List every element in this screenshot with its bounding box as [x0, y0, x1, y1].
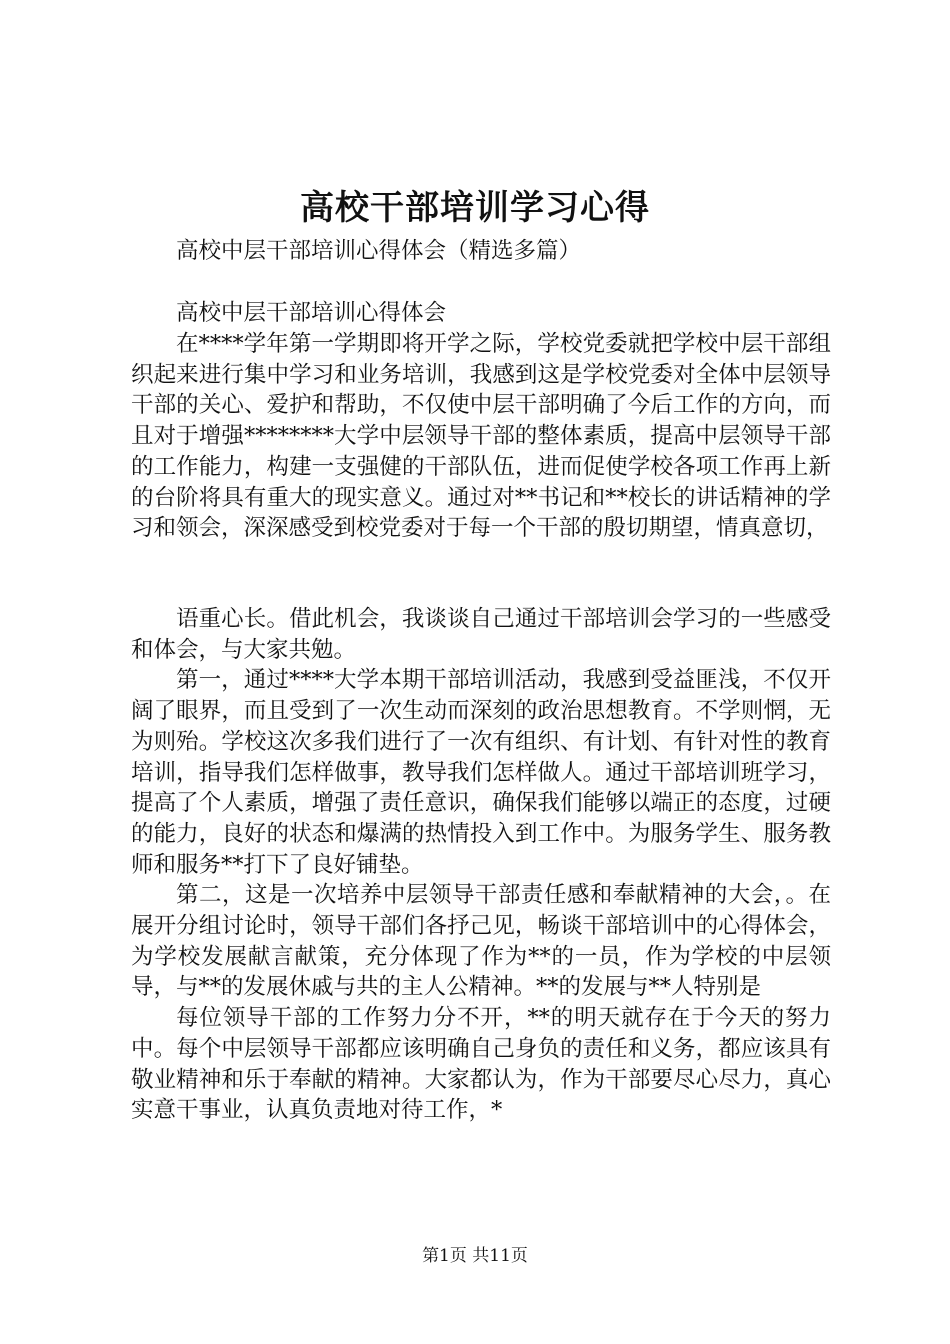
paragraph: 第二，这是一次培养中层领导干部责任感和奉献精神的大会，。在展开分组讨论时，领导干部们各抒己见，畅谈干部培训中的心得体会，为学校发展献言献策，充分体现了作为**的一员，作为学校的中层领导，与**的发展休戚与共的主人公精神。**的发展与**人特别是	[131, 882, 831, 1001]
document-title: 高校干部培训学习心得	[300, 188, 650, 228]
page-number-footer: 第1页 共11页	[422, 1246, 528, 1266]
body-block-2	[131, 604, 831, 1126]
body-block-1	[131, 329, 831, 544]
document-subtitle: 高校中层干部培训心得体会（精选多篇）	[176, 238, 582, 264]
paragraph: 在****学年第一学期即将开学之际，学校党委就把学校中层干部组织起来进行集中学习和业务培训，我感到这是学校党委对全体中层领导干部的关心、爱护和帮助，不仅使中层干部明确了今后工作的方向，而且对于增强********大学中层领导干部的整体素质，提高中层领导干部的工作能力，构建一支强健的干部队伍，进而促使学校各项工作再上新的台阶将具有重大的现实意义。通过对**书记和**校长的讲话精神的学习和领会，深深感受到校党委对于每一个干部的殷切期望，情真意切，	[131, 331, 831, 542]
paragraph: 语重心长。借此机会，我谈谈自己通过干部培训会学习的一些感受和体会，与大家共勉。	[131, 606, 831, 663]
paragraph: 每位领导干部的工作努力分不开，**的明天就存在于今天的努力中。每个中层领导干部都应该明确自己身负的责任和义务，都应该具有敬业精神和乐于奉献的精神。大家都认为，作为干部要尽心尽力，真心实意干事业，认真负责地对待工作，*	[131, 1005, 831, 1124]
paragraph: 第一，通过****大学本期干部培训活动，我感到受益匪浅，不仅开阔了眼界，而且受到了一次生动而深刻的政治思想教育。不学则惘，无为则殆。学校这次多我们进行了一次有组织、有计划、有针对性的教育培训，指导我们怎样做事，教导我们怎样做人。通过干部培训班学习，提高了个人素质，增强了责任意识，确保我们能够以端正的态度，过硬的能力，良好的状态和爆满的热情投入到工作中。为服务学生、服务教师和服务**打下了良好铺垫。	[131, 667, 831, 878]
section-heading: 高校中层干部培训心得体会	[176, 300, 447, 326]
